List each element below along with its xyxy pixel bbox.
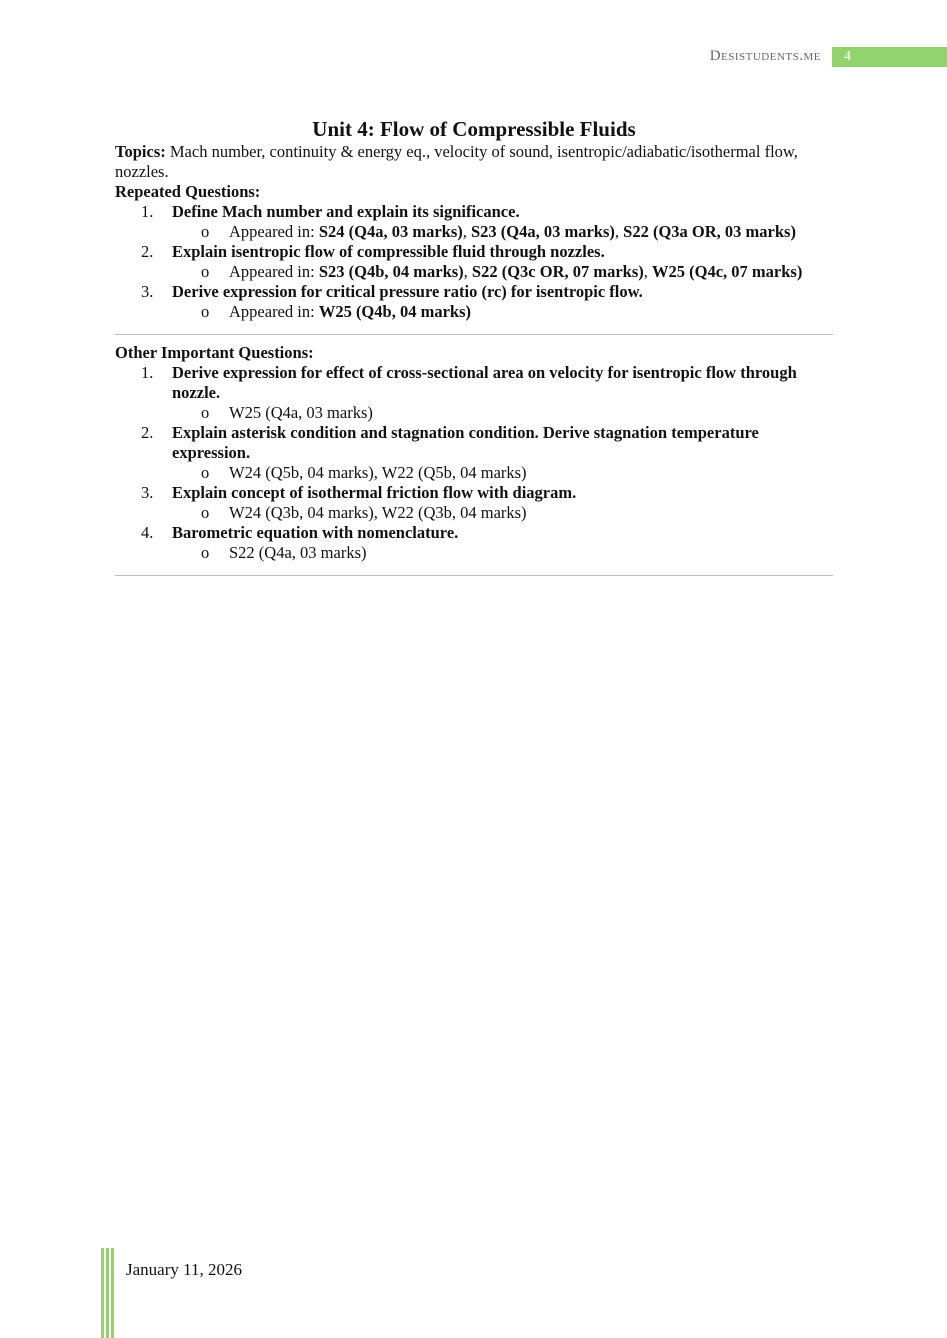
- bullet-icon: o: [201, 403, 210, 422]
- appearance-list: [172, 403, 833, 423]
- appearance-item: [172, 222, 833, 242]
- appearance-item: [172, 403, 833, 423]
- question-number: 3.: [141, 282, 154, 301]
- appeared-prefix: Appeared in:: [229, 222, 319, 241]
- question-number: 4.: [141, 523, 154, 542]
- question-number: 2.: [141, 242, 154, 261]
- question-text: Derive expression for effect of cross-sectional area on velocity for isentropic flow through nozzle.: [172, 363, 797, 402]
- question-number: 1.: [141, 363, 154, 382]
- unit-title: Unit 4: Flow of Compressible Fluids: [312, 117, 636, 141]
- appeared-prefix: Appeared in:: [229, 302, 319, 321]
- repeated-questions-heading: Repeated Questions:: [115, 182, 261, 201]
- page-number-box: 4: [832, 47, 947, 67]
- topics-label: Topics:: [115, 142, 166, 161]
- section-divider: [115, 334, 833, 335]
- bullet-icon: o: [201, 543, 210, 562]
- question-number: 2.: [141, 423, 154, 442]
- bullet-icon: o: [201, 302, 210, 321]
- question-text: Derive expression for critical pressure ratio (rc) for isentropic flow.: [172, 282, 643, 301]
- appearance-list: [172, 302, 833, 322]
- exam-reference: S22 (Q3c OR, 07 marks): [471, 262, 644, 281]
- appearance-item: [172, 262, 833, 282]
- appeared-prefix: Appeared in:: [229, 262, 319, 281]
- question-number: 3.: [141, 483, 154, 502]
- exam-reference: S22 (Q4a, 03 marks): [229, 543, 367, 562]
- bullet-icon: o: [201, 222, 210, 241]
- bullet-icon: o: [201, 262, 210, 281]
- exam-reference: W24 (Q5b, 04 marks), W22 (Q5b, 04 marks): [229, 463, 527, 482]
- list-item: [115, 483, 833, 523]
- document-body: [115, 116, 833, 584]
- question-text: Define Mach number and explain its significance.: [172, 202, 520, 221]
- site-name: Desistudents.me: [709, 48, 821, 64]
- ref-separator: ,: [614, 222, 624, 241]
- appearance-list: [172, 463, 833, 483]
- list-item: [115, 423, 833, 483]
- other-questions-list: [115, 363, 833, 563]
- appearance-item: [172, 463, 833, 483]
- appearance-item: [172, 302, 833, 322]
- appearance-list: [172, 222, 833, 242]
- exam-reference: S23 (Q4a, 03 marks): [470, 222, 615, 241]
- exam-reference: W24 (Q3b, 04 marks), W22 (Q3b, 04 marks): [229, 503, 527, 522]
- section-divider: [115, 575, 833, 576]
- other-questions-heading: Other Important Questions:: [115, 343, 314, 362]
- question-text: Explain isentropic flow of compressible fluid through nozzles.: [172, 242, 605, 261]
- question-text: Explain asterisk condition and stagnation condition. Derive stagnation temperature expression.: [172, 423, 759, 462]
- appearance-list: [172, 503, 833, 523]
- topics-line: [115, 142, 833, 182]
- ref-separator: ,: [643, 262, 653, 281]
- question-text: Explain concept of isothermal friction flow with diagram.: [172, 483, 577, 502]
- exam-reference: W25 (Q4b, 04 marks): [318, 302, 471, 321]
- question-number: 1.: [141, 202, 154, 221]
- footer-accent-bars: [101, 1248, 115, 1338]
- list-item: [115, 202, 833, 242]
- exam-reference: S23 (Q4b, 04 marks): [318, 262, 464, 281]
- bullet-icon: o: [201, 503, 210, 522]
- topics-text: Mach number, continuity & energy eq., velocity of sound, isentropic/adiabatic/isothermal flow, nozzles.: [115, 142, 798, 181]
- exam-reference: S22 (Q3a OR, 03 marks): [623, 222, 796, 241]
- exam-reference: S24 (Q4a, 03 marks): [318, 222, 463, 241]
- exam-reference: W25 (Q4c, 07 marks): [652, 262, 803, 281]
- ref-separator: ,: [462, 222, 471, 241]
- list-item: [115, 523, 833, 563]
- list-item: [115, 363, 833, 423]
- question-text: Barometric equation with nomenclature.: [172, 523, 459, 542]
- footer-date: January 11, 2026: [126, 1260, 242, 1279]
- repeated-questions-list: [115, 202, 833, 322]
- appearance-list: [172, 262, 833, 282]
- bullet-icon: o: [201, 463, 210, 482]
- ref-separator: ,: [463, 262, 472, 281]
- appearance-list: [172, 543, 833, 563]
- exam-reference: W25 (Q4a, 03 marks): [229, 403, 373, 422]
- list-item: [115, 242, 833, 282]
- appearance-item: [172, 543, 833, 563]
- list-item: [115, 282, 833, 322]
- appearance-item: [172, 503, 833, 523]
